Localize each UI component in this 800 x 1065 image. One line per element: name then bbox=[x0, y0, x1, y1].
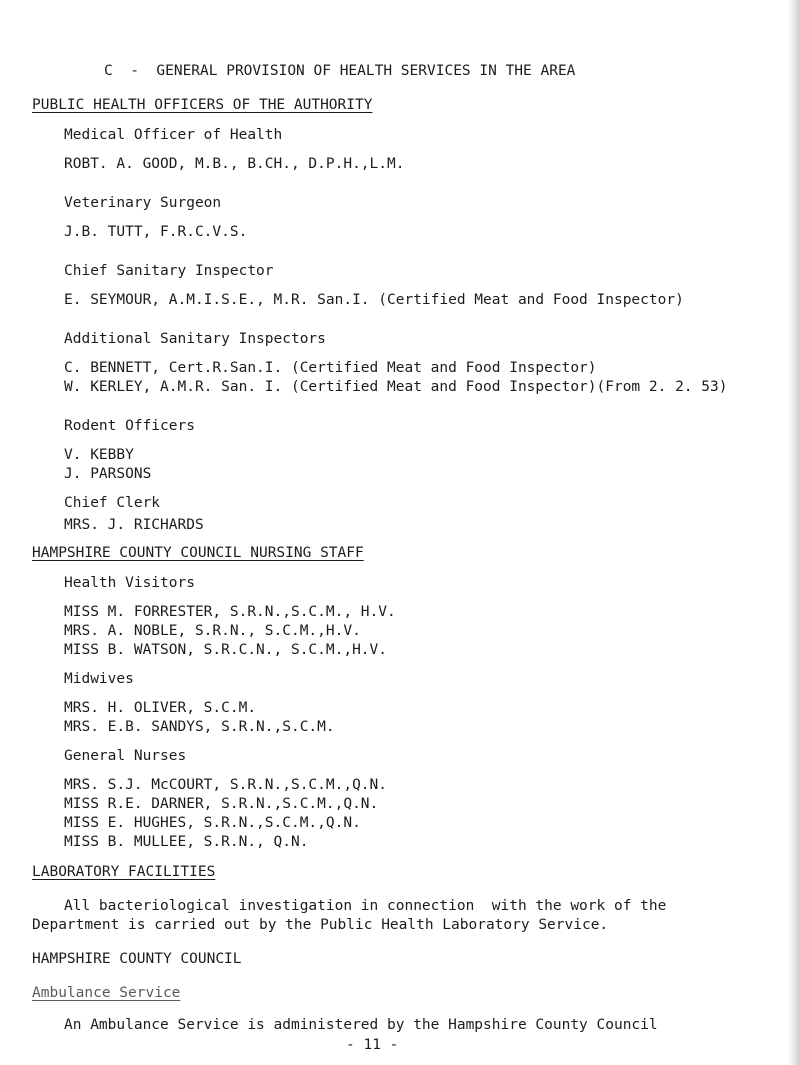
section-title-county-council: HAMPSHIRE COUNTY COUNCIL bbox=[32, 951, 242, 967]
clerk-label: Chief Clerk bbox=[64, 495, 161, 511]
nurse-entry: MISS B. MULLEE, S.R.N., Q.N. bbox=[64, 834, 309, 850]
laboratory-paragraph-line: Department is carried out by the Public Health Laboratory Service. bbox=[32, 917, 609, 933]
rodent-label: Rodent Officers bbox=[64, 418, 195, 434]
nurse-entry: MRS. S.J. McCOURT, S.R.N.,S.C.M.,Q.N. bbox=[64, 777, 388, 793]
rodent-entry: J. PARSONS bbox=[64, 466, 152, 482]
section-title-public-health-officers: PUBLIC HEALTH OFFICERS OF THE AUTHORITY bbox=[32, 97, 373, 113]
page-number: - 11 - bbox=[346, 1037, 399, 1053]
csi-name: E. SEYMOUR, A.M.I.S.E., M.R. San.I. (Certified Meat and Food Inspector) bbox=[64, 292, 684, 308]
page-heading: C - GENERAL PROVISION OF HEALTH SERVICES IN THE AREA bbox=[104, 63, 576, 79]
hv-entry: MISS B. WATSON, S.R.C.N., S.C.M.,H.V. bbox=[64, 642, 388, 658]
hv-entry: MRS. A. NOBLE, S.R.N., S.C.M.,H.V. bbox=[64, 623, 361, 639]
midwives-label: Midwives bbox=[64, 671, 134, 687]
moh-name: ROBT. A. GOOD, M.B., B.CH., D.P.H.,L.M. bbox=[64, 156, 405, 172]
midwife-entry: MRS. E.B. SANDYS, S.R.N.,S.C.M. bbox=[64, 719, 335, 735]
hv-entry: MISS M. FORRESTER, S.R.N.,S.C.M., H.V. bbox=[64, 604, 396, 620]
vet-name: J.B. TUTT, F.R.C.V.S. bbox=[64, 224, 248, 240]
laboratory-paragraph-line: All bacteriological investigation in connection with the work of the bbox=[64, 898, 667, 914]
ambulance-subtitle: Ambulance Service bbox=[32, 985, 181, 1001]
moh-label: Medical Officer of Health bbox=[64, 127, 283, 143]
csi-label: Chief Sanitary Inspector bbox=[64, 263, 274, 279]
nurse-entry: MISS E. HUGHES, S.R.N.,S.C.M.,Q.N. bbox=[64, 815, 361, 831]
asi-entry: W. KERLEY, A.M.R. San. I. (Certified Meat and Food Inspector)(From 2. 2. 53) bbox=[64, 379, 728, 395]
general-nurses-label: General Nurses bbox=[64, 748, 187, 764]
page-edge-shadow bbox=[788, 0, 800, 1065]
rodent-entry: V. KEBBY bbox=[64, 447, 134, 463]
asi-label: Additional Sanitary Inspectors bbox=[64, 331, 326, 347]
ambulance-text: An Ambulance Service is administered by the Hampshire County Council bbox=[64, 1017, 658, 1033]
asi-entry: C. BENNETT, Cert.R.San.I. (Certified Meat and Food Inspector) bbox=[64, 360, 597, 376]
nurse-entry: MISS R.E. DARNER, S.R.N.,S.C.M.,Q.N. bbox=[64, 796, 379, 812]
vet-label: Veterinary Surgeon bbox=[64, 195, 222, 211]
midwife-entry: MRS. H. OLIVER, S.C.M. bbox=[64, 700, 257, 716]
section-title-laboratory: LABORATORY FACILITIES bbox=[32, 864, 216, 880]
clerk-name: MRS. J. RICHARDS bbox=[64, 517, 204, 533]
section-title-nursing-staff: HAMPSHIRE COUNTY COUNCIL NURSING STAFF bbox=[32, 545, 364, 561]
hv-label: Health Visitors bbox=[64, 575, 195, 591]
